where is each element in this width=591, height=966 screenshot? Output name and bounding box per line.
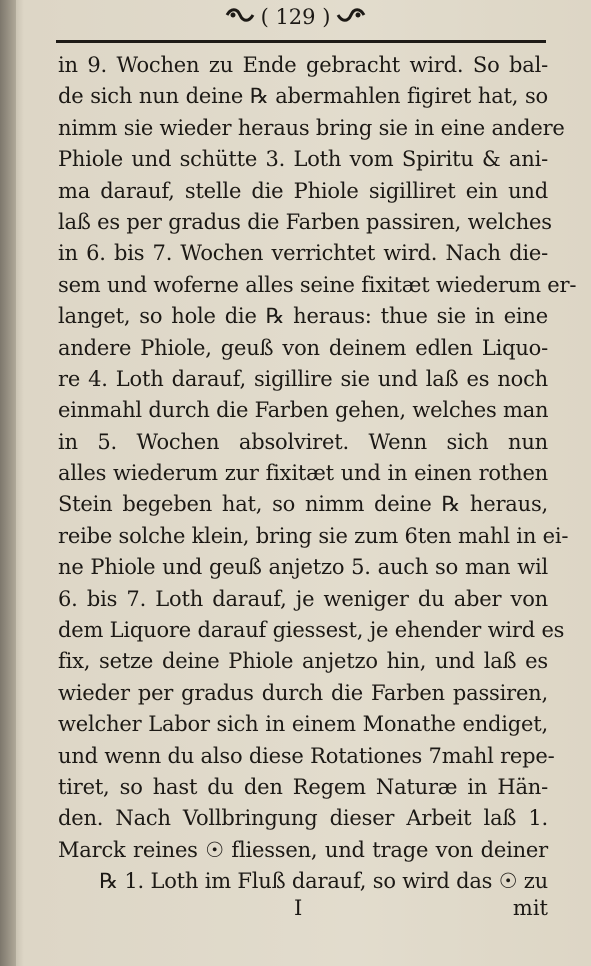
text-line: andere Phiole, geuß von deinem edlen Liquo- [58, 335, 548, 360]
text-line: re 4. Loth darauf, sigillire sie und laß es noch [58, 366, 548, 391]
page-number: ( 129 ) [260, 5, 331, 29]
signature-mark: I [294, 896, 303, 920]
text-line: Phiole und schütte 3. Loth vom Spiritu & ani- [58, 147, 548, 172]
text-line: und wenn du also diese Rotationes 7mahl repe- [58, 743, 555, 768]
text-line: de sich nun deine ℞ abermahlen figiret hat, so [58, 84, 548, 109]
text-line: Stein begeben hat, so nimm deine ℞ heraus, [58, 492, 548, 517]
text-line: nimm sie wieder heraus bring sie in eine andere [58, 115, 565, 140]
text-line: 6. bis 7. Loth darauf, je weniger du aber von [58, 586, 548, 611]
text-line: langet, so hole die ℞ heraus: thue sie in eine [58, 304, 548, 329]
ornament-right-icon [336, 5, 366, 29]
page-header [0, 4, 591, 30]
text-line: laß es per gradus die Farben passiren, welches [58, 209, 552, 234]
text-line: ma darauf, stelle die Phiole sigilliret ein und [58, 178, 548, 203]
page-gutter-shadow [0, 0, 16, 966]
text-line: ℞ 1. Loth im Fluß darauf, so wird das ☉ zu [99, 869, 548, 894]
text-line: alles wiederum zur fixitæt und in einen rothen [58, 461, 548, 486]
text-line: welcher Labor sich in einem Monathe endiget, [58, 712, 548, 737]
text-line: tiret, so hast du den Regem Naturæ in Hän- [58, 774, 548, 799]
text-line: ne Phiole und geuß anjetzo 5. auch so man wil [58, 555, 548, 580]
text-line: den. Nach Vollbringung dieser Arbeit laß 1. [58, 806, 548, 831]
catchword: mit [512, 896, 548, 920]
text-line: dem Liquore darauf giessest, je ehender wird es [58, 618, 565, 643]
text-line: in 9. Wochen zu Ende gebracht wird. So bal- [58, 53, 548, 77]
text-line: einmahl durch die Farben gehen, welches man [58, 398, 549, 423]
text-line: in 5. Wochen absolviret. Wenn sich nun [58, 429, 548, 454]
text-line: wieder per gradus durch die Farben passiren, [58, 680, 548, 705]
header-rule [56, 40, 546, 43]
ornament-left-icon [225, 5, 255, 29]
text-line: Marck reines ☉ fliessen, und trage von deiner [58, 837, 548, 862]
text-line: fix, setze deine Phiole anjetzo hin, und laß es [58, 649, 548, 674]
text-line: reibe solche klein, bring sie zum 6ten mahl in ei- [58, 523, 569, 548]
text-line: in 6. bis 7. Wochen verrichtet wird. Nach die- [58, 241, 548, 266]
page-footer [58, 893, 548, 923]
text-block [58, 50, 577, 898]
text-line: sem und woferne alles seine fixitæt wiederum er- [58, 272, 577, 297]
